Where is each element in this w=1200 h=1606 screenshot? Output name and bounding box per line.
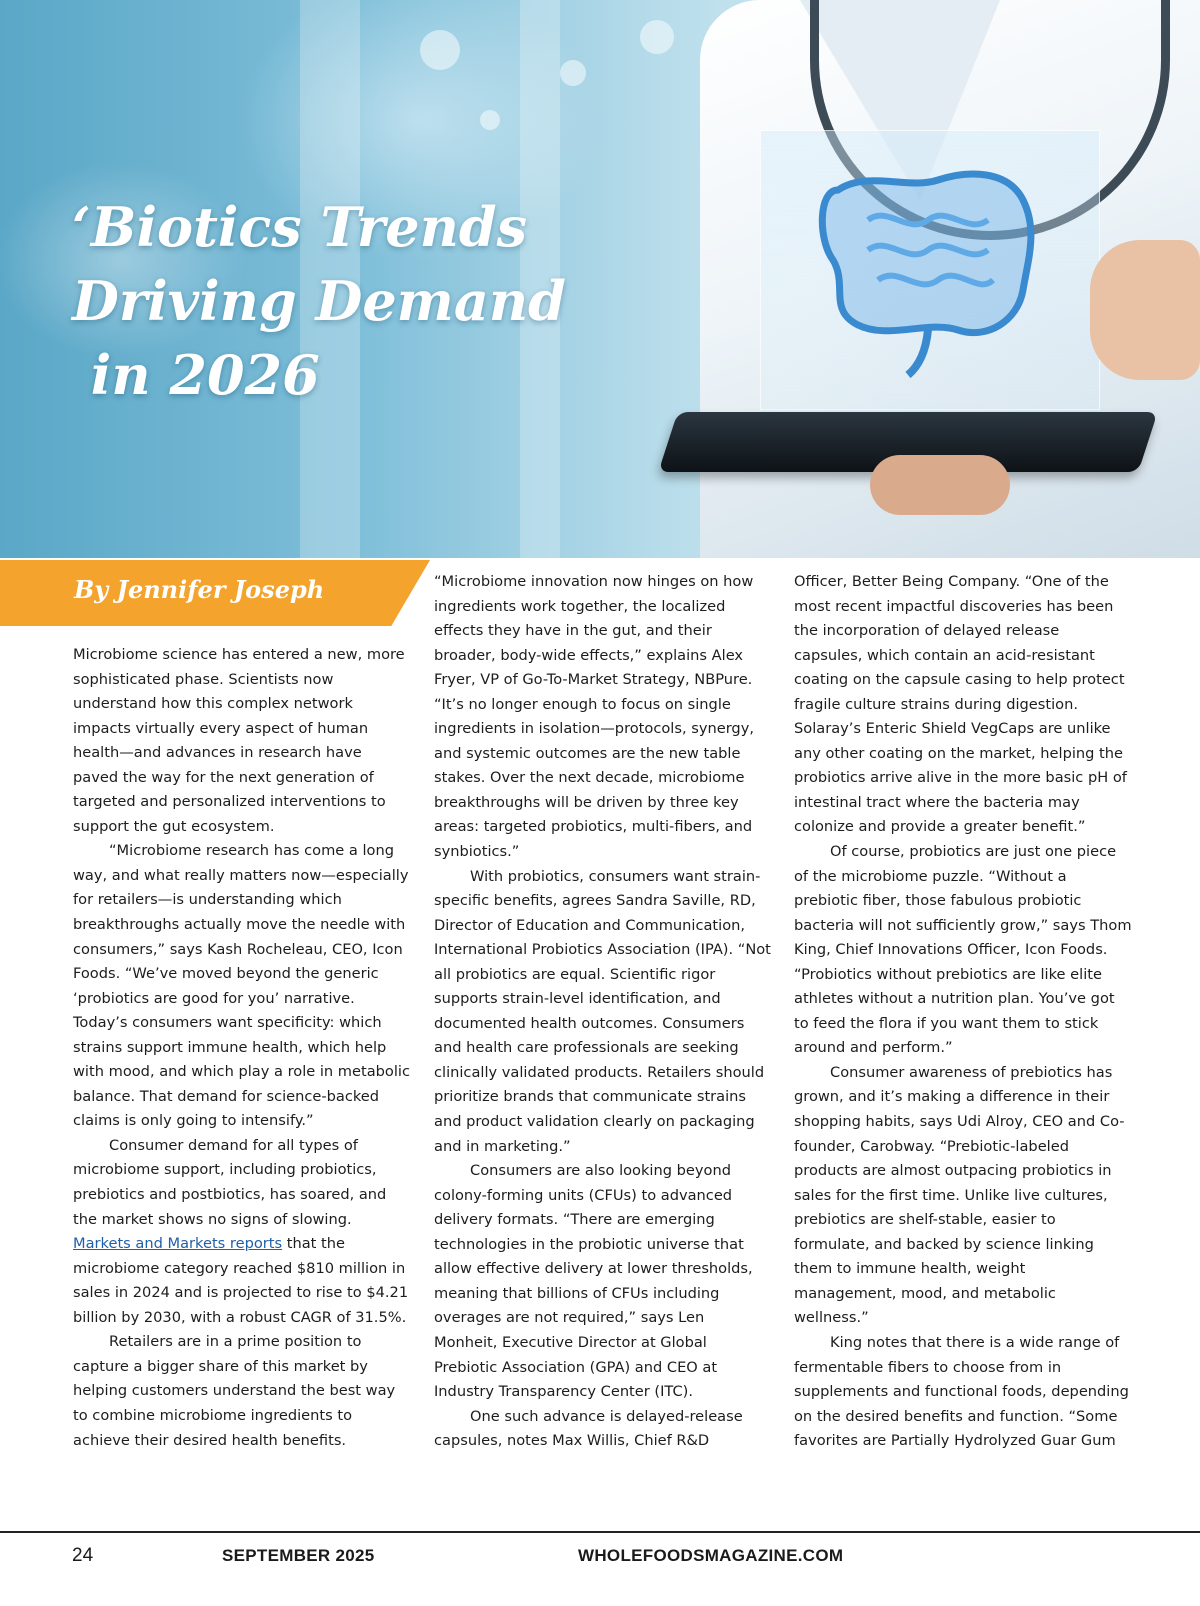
paragraph: Officer, Better Being Company. “One of the most recent impactful discoveries has been the incorporation of delayed release capsules, which contain an acid-resistant coating on the capsule casing to help protect fragile culture strains during digestion. Solaray’s Enteric Shield VegCaps are unlike any other coating on the market, helping the probiotics arrive alive in the more basic pH of intestinal tract where the bacteria may colonize and provide a greater benefit.” [794, 573, 1127, 836]
article-column-2 [434, 570, 772, 1454]
bokeh-light [480, 110, 500, 130]
paragraph: “Microbiome research has come a long way, and what really matters now—especially for retailers—is understanding which breakthroughs actually move the needle with consumers,” says Kash Rocheleau, CEO, Icon Foods. “We’ve moved beyond the generic ‘probiotics are good for you’ narrative. Today’s consumers want specificity: which strains support immune health, which help with mood, and which play a role in metabolic balance. That demand for science-backed claims is only going to intensify.” [73, 842, 410, 1130]
paragraph: Consumers are also looking beyond colony-forming units (CFUs) to advanced delivery formats. “There are emerging technologies in the probiotic universe that allow effective delivery at lower thresholds, meaning that billions of CFUs including overages are not required,” says Len Monheit, Executive Director at Global Prebiotic Association (GPA) and CEO at Industry Transparency Center (ITC). [434, 1162, 753, 1401]
title-line: Driving Demand [72, 269, 566, 333]
article-column-1 [73, 643, 411, 1453]
issue-date: SEPTEMBER 2025 [222, 1546, 375, 1565]
markets-and-markets-link[interactable]: Markets and Markets reports [73, 1235, 283, 1253]
hero-image [0, 0, 1200, 558]
paragraph: Of course, probiotics are just one piece of the microbiome puzzle. “Without a prebiotic fiber, those fabulous probiotic bacteria will not sufficiently grow,” says Thom King, Chief Innovations Officer, Icon Foods. “Probiotics without prebiotics are like elite athletes without a nutrition plan. You’ve got to feed the flora if you want them to stick around and perform.” [794, 843, 1132, 1057]
paragraph: “Microbiome innovation now hinges on how ingredients work together, the localized effects they have in the gut, and their broader, body-wide effects,” explains Alex Fryer, VP of Go-To-Market Strategy, NBPure. “It’s no longer enough to focus on single ingredients in isolation—protocols, synergy, and systemic outcomes are the new table stakes. Over the next decade, microbiome breakthroughs will be driven by three key areas: targeted probiotics, multi-fibers, and synbiotics.” [434, 573, 754, 861]
paragraph: Retailers are in a prime position to capture a bigger share of this market by helping customers understand the best way to combine microbiome ingredients to achieve their desired health benefits. [73, 1333, 396, 1449]
article-column-3 [794, 570, 1132, 1454]
footer-divider [0, 1531, 1200, 1533]
intestine-hologram-icon [808, 150, 1058, 380]
title-line: ‘Biotics Trends [72, 195, 527, 259]
paragraph: Consumer awareness of prebiotics has grown, and it’s making a difference in their shopping habits, says Udi Alroy, CEO and Co-founder, Carobway. “Prebiotic-labeled products are almost outpacing probiotics in sales for the first time. Unlike live cultures, prebiotics are shelf-stable, easier to formulate, and backed by science linking them to immune health, weight management, mood, and metabolic wellness.” [794, 1063, 1125, 1327]
paragraph: Microbiome science has entered a new, more sophisticated phase. Scientists now understand how this complex network impacts virtually every aspect of human health—and advances in research have paved the way for the next generation of targeted and personalized interventions to support the gut ecosystem. [73, 646, 405, 835]
bokeh-light [420, 30, 460, 70]
paragraph [73, 1134, 411, 1330]
paragraph-text: Consumer demand for all types of microbiome support, including probiotics, prebiotics and postbiotics, has soared, and the market shows no signs of slowing. [73, 1136, 387, 1228]
byline: By Jennifer Joseph [74, 575, 325, 604]
paragraph: With probiotics, consumers want strain-specific benefits, agrees Sandra Saville, RD, Director of Education and Communication, International Probiotics Association (IPA). “Not all probiotics are equal. Scientific rigor supports strain-level identification, and documented health outcomes. Consumers and health care professionals are seeking clinically validated products. Retailers should prioritize brands that communicate strains and product validation clearly on packaging and in marketing.” [434, 867, 771, 1155]
pointing-hand [1090, 240, 1200, 380]
website-url[interactable]: WHOLEFOODSMAGAZINE.COM [578, 1546, 844, 1565]
title-line: in 2026 [72, 343, 320, 407]
bokeh-light [640, 20, 674, 54]
paragraph-text: that the microbiome category reached $810 million in sales in 2024 and is projected to rise to $4.21 billion by 2030, with a robust CAGR of 31.5%. [73, 1235, 409, 1326]
paragraph: King notes that there is a wide range of fermentable fibers to choose from in supplements and functional foods, depending on the desired benefits and function. “Some favorites are Partially Hydrolyzed Guar Gum [794, 1333, 1129, 1450]
page-number: 24 [72, 1545, 94, 1566]
paragraph: One such advance is delayed-release capsules, notes Max Willis, Chief R&D [434, 1407, 743, 1450]
article-title [72, 190, 692, 412]
holding-hand [870, 455, 1010, 515]
bokeh-light [560, 60, 586, 86]
